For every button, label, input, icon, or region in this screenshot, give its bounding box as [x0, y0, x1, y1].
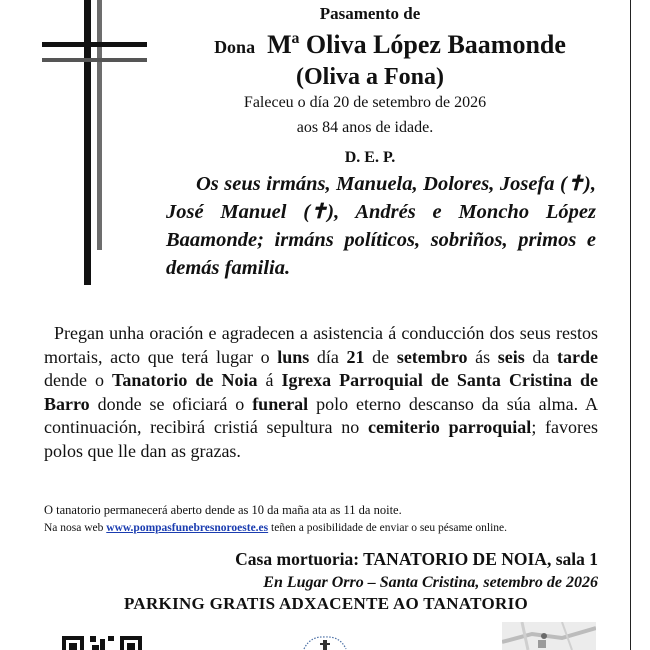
family-mourners-text: Os seus irmáns, Manuela, Dolores, Josefa (✝), José Manuel (✝), Andrés e Moncho López Baamonde; irmáns políticos, sobriños, primos e demás familia.	[166, 173, 596, 279]
dep-label: D. E. P.	[344, 149, 396, 166]
website-link[interactable]: www.pompasfunebresnoroeste.es	[106, 522, 269, 534]
notice-intro: Pasamento de	[319, 4, 421, 23]
funeral-home-line: Casa mortuoria: TANATORIO DE NOIA, sala 1	[235, 549, 598, 569]
deceased-name-line	[175, 30, 605, 60]
age-line: aos 84 anos de idade.	[296, 119, 434, 136]
parking-note: PARKING GRATIS ADXACENTE AO TANATORIO	[123, 594, 529, 613]
name-prefix: Dona	[214, 37, 256, 57]
map-thumbnail-icon	[502, 622, 596, 650]
death-date-line: Faleceu o día 20 de setembro de 2026	[243, 94, 487, 111]
qr-code-icon	[62, 634, 144, 650]
deceased-name: Mª Oliva López Baamonde	[267, 30, 566, 59]
condolence-web-note: Na nosa web www.pompasfunebresnoroeste.es teñen a posibilidade de enviar o seu pésame online.	[44, 522, 508, 534]
ceremony-paragraph: Pregan unha oración e agradecen a asistencia á conducción dos seus restos mortais, acto que terá lugar o luns día 21 de setembro ás seis da tarde dende o Tanatorio de Noia á Igrexa Parroquial de Santa Cristina de Barro donde se oficiará o funeral polo eterno descanso da súa alma. A continuación, recibirá cristiá sepultura no cemiterio parroquial; favores polos que lle dan as grazas.	[44, 323, 598, 461]
deceased-nickname: (Oliva a Fona)	[296, 64, 444, 90]
place-date-line: En Lugar Orro – Santa Cristina, setembro de 2026	[263, 574, 598, 591]
tanatorio-hours-note: O tanatorio permanecerá aberto dende as 10 da maña ata as 11 da noite.	[44, 503, 402, 517]
page-border-right	[630, 0, 631, 650]
funeral-home-logo-icon	[300, 634, 350, 650]
